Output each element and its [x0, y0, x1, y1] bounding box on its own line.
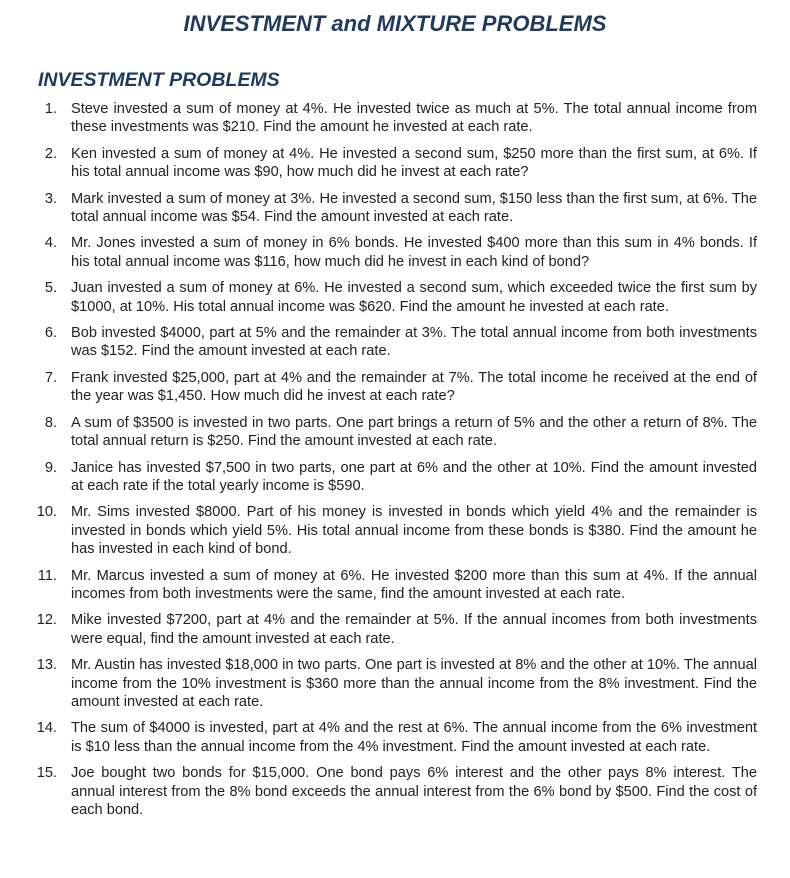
problem-number: 10. — [36, 504, 57, 521]
problem-number: 5. — [44, 280, 57, 297]
problem-text: Joe bought two bonds for $15,000. One bond pays 6% interest and the other pays 8% interest. The annual interest from the 8% bond exceeds the annual interest from the 6% bond by $500. Find the cost of each bond. — [71, 765, 757, 818]
problem-number: 6. — [44, 325, 57, 342]
problem-text: Bob invested $4000, part at 5% and the remainder at 3%. The total annual income from both investments was $152. Find the amount invested at each rate. — [71, 325, 757, 360]
problem-number: 3. — [44, 190, 57, 207]
problem-item-13 — [0, 656, 757, 711]
problem-item-12 — [0, 611, 757, 648]
problem-item-15 — [0, 764, 757, 819]
problem-item-2 — [0, 145, 757, 182]
problem-text: Mr. Austin has invested $18,000 in two parts. One part is invested at 8% and the other at 10%. The annual income from the 10% investment is $360 more than the annual income from the 8% investment. Find the amount invested at each rate. — [71, 657, 757, 710]
problem-item-1 — [0, 100, 757, 137]
problem-item-6 — [0, 324, 757, 361]
problem-number: 13. — [36, 657, 57, 674]
problem-number: 12. — [36, 612, 57, 629]
problem-text: Mr. Sims invested $8000. Part of his money is invested in bonds which yield 4% and the remainder is invested in bonds which yield 5%. His total annual income from these bonds is $380. Find the amount he has invested in each kind of bond. — [71, 504, 757, 558]
problem-text: Mr. Jones invested a sum of money in 6% bonds. He invested $400 more than this sum in 4% bonds. If his total annual income was $116, how much did he invest in each kind of bond? — [71, 235, 757, 270]
page-title: INVESTMENT and MIXTURE PROBLEMS — [183, 11, 607, 36]
problem-text: Mark invested a sum of money at 3%. He invested a second sum, $150 less than the first sum, at 6%. The total annual income was $54. Find the amount invested at each rate. — [71, 190, 757, 226]
problem-number: 9. — [44, 459, 57, 476]
problem-text: A sum of $3500 is invested in two parts. One part brings a return of 5% and the other a return of 8%. The total annual return is $250. Find the amount invested at each rate. — [71, 414, 757, 450]
problem-number: 8. — [44, 414, 57, 431]
problem-number: 11. — [37, 567, 57, 584]
problem-item-7 — [0, 369, 757, 406]
problem-item-3 — [0, 190, 757, 227]
problem-item-4 — [0, 234, 757, 271]
problem-number: 4. — [44, 235, 57, 252]
problem-text: Janice has invested $7,500 in two parts, one part at 6% and the other at 10%. Find the amount invested at each rate if the total yearly income is $590. — [71, 459, 757, 494]
problem-number: 7. — [44, 369, 57, 386]
problem-number: 14. — [36, 720, 57, 737]
problem-text: Ken invested a sum of money at 4%. He invested a second sum, $250 more than the first sum, at 6%. If his total annual income was $90, how much did he invest at each rate? — [71, 145, 757, 181]
section-heading: INVESTMENT PROBLEMS — [38, 69, 280, 91]
problem-item-11 — [0, 567, 757, 604]
problem-item-9 — [0, 459, 757, 496]
problem-list — [0, 100, 790, 827]
problem-text: Frank invested $25,000, part at 4% and the remainder at 7%. The total income he received at the end of the year was $1,450. How much did he invest at each rate? — [71, 369, 757, 405]
problem-item-8 — [0, 414, 757, 451]
problem-item-14 — [0, 719, 757, 756]
problem-number: 1. — [44, 101, 57, 117]
problem-item-10 — [0, 503, 757, 558]
problem-text: The sum of $4000 is invested, part at 4% and the rest at 6%. The annual income from the 6% investment is $10 less than the annual income from the 4% investment. Find the amount invested at each rate. — [71, 720, 757, 755]
problem-number: 2. — [44, 145, 57, 162]
problem-text: Mr. Marcus invested a sum of money at 6%. He invested $200 more than this sum at 4%. If the annual incomes from both investments were the same, find the amount invested at each rate. — [71, 567, 757, 602]
problem-text: Juan invested a sum of money at 6%. He invested a second sum, which exceeded twice the first sum by $1000, at 10%. His total annual income was $620. Find the amount he invested at each rate. — [71, 280, 757, 315]
problem-text: Mike invested $7200, part at 4% and the remainder at 5%. If the annual incomes from both investments were equal, find the amount invested at each rate. — [71, 612, 757, 647]
problem-text: Steve invested a sum of money at 4%. He invested twice as much at 5%. The total annual income from these investments was $210. Find the amount he invested at each rate. — [71, 101, 757, 136]
problem-item-5 — [0, 279, 757, 316]
problem-number: 15. — [36, 765, 57, 782]
